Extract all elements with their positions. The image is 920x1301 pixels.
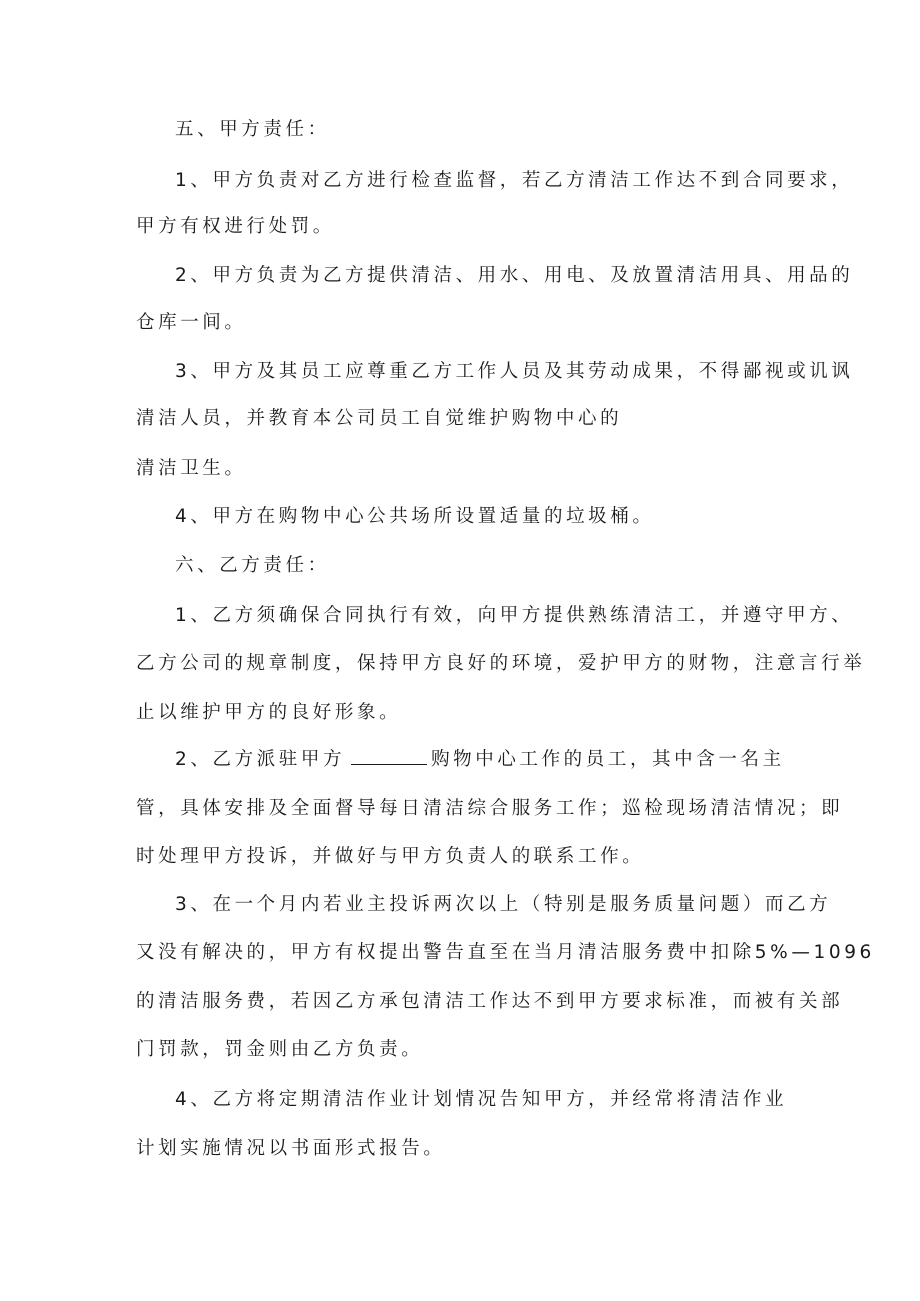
section-5-heading: 五、甲方责任： <box>175 119 330 140</box>
section-5-item-3-line-2: 清洁人员，并教育本公司员工自觉维护购物中心的 <box>136 408 623 429</box>
section-6-item-1-line-3: 止以维护甲方的良好形象。 <box>136 702 402 723</box>
section-6-item-3-line-2: 又没有解决的，甲方有权提出警告直至在当月清洁服务费中扣除5%—1096 <box>136 942 875 963</box>
section-6-item-3-line-1: 3、在一个月内若业主投诉两次以上（特别是服务质量问题）而乙方 <box>175 894 832 915</box>
section-5-item-1-line-2: 甲方有权进行处罚。 <box>136 216 335 237</box>
section-6-item-4-line-1: 4、乙方将定期清洁作业计划情况告知甲方，并经常将清洁作业 <box>175 1089 788 1110</box>
section-6-heading: 六、乙方责任： <box>175 555 330 576</box>
section-6-item-3-line-3: 的清洁服务费，若因乙方承包清洁工作达不到甲方要求标准，而被有关部 <box>136 991 844 1012</box>
section-6-item-2-text-before-blank: 2、乙方派驻甲方 <box>175 749 346 770</box>
section-5-item-2-line-1: 2、甲方负责为乙方提供清洁、用水、用电、及放置清洁用具、用品的 <box>175 265 854 286</box>
section-5-item-3-line-1: 3、甲方及其员工应尊重乙方工作人员及其劳动成果，不得鄙视或讥讽 <box>175 361 854 382</box>
section-6-item-2-line-1 <box>175 748 785 772</box>
section-5-item-4-line-1: 4、甲方在购物中心公共场所设置适量的垃圾桶。 <box>175 506 655 527</box>
fill-in-blank <box>351 748 427 765</box>
section-5-item-3-line-3: 清洁卫生。 <box>136 458 247 479</box>
section-6-item-1-line-2: 乙方公司的规章制度，保持甲方良好的环境，爱护甲方的财物，注意言行举 <box>136 653 866 674</box>
section-6-item-1-line-1: 1、乙方须确保合同执行有效，向甲方提供熟练清洁工，并遵守甲方、 <box>175 605 854 626</box>
section-5-item-2-line-2: 仓库一间。 <box>136 312 247 333</box>
section-6-item-2-text-after-blank: 购物中心工作的员工，其中含一名主 <box>431 749 785 770</box>
section-6-item-2-line-2: 管，具体安排及全面督导每日清洁综合服务工作；巡检现场清洁情况；即 <box>136 798 844 819</box>
section-6-item-4-line-2: 计划实施情况以书面形式报告。 <box>136 1138 446 1159</box>
section-6-item-3-line-4: 门罚款，罚金则由乙方负责。 <box>136 1039 424 1060</box>
section-6-item-2-line-3: 时处理甲方投诉，并做好与甲方负责人的联系工作。 <box>136 846 645 867</box>
section-5-item-1-line-1: 1、甲方负责对乙方进行检查监督，若乙方清洁工作达不到合同要求， <box>175 170 854 191</box>
